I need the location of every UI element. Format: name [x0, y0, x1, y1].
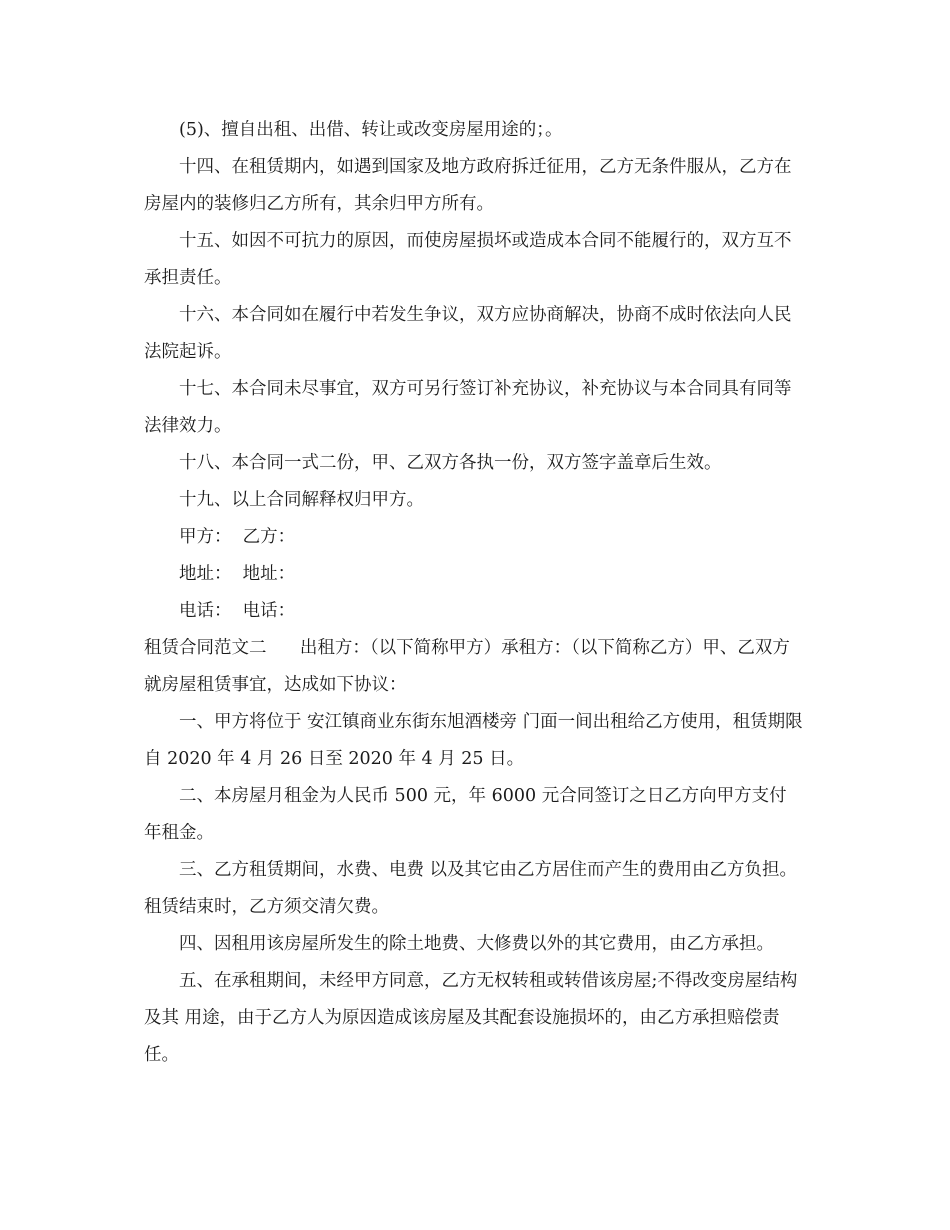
clause-19: 十九、以上合同解释权归甲方。 [179, 490, 424, 510]
clause-14: 十四、在租赁期内，如遇到国家及地方政府拆迁征用，乙方无条件服从，乙方在房屋内的装修归乙方所有，其余归甲方所有。 [144, 157, 792, 214]
signature-address-line: 地址： 地址： [179, 564, 296, 584]
contract-two-clause-1: 一、甲方将位于 安江镇商业东街东旭酒楼旁 门面一间出租给乙方使用，租赁期限 自 2020 年 4 月 26 日至 2020 年 4 月 25 日。 [144, 712, 809, 769]
clause-17: 十七、本合同未尽事宜，双方可另行签订补充协议，补充协议与本合同具有同等法律效力。 [144, 379, 792, 436]
signature-party-line: 甲方： 乙方： [179, 527, 296, 547]
contract-two-clause-5: 五、在承租期间，未经甲方同意，乙方无权转租或转借该房屋;不得改变房屋结构及其 用途，由于乙方人为原因造成该房屋及其配套设施损坏的，由乙方承担赔偿责任。 [144, 971, 798, 1065]
document-body [144, 112, 809, 1074]
clause-5-item: (5)、擅自出租、出借、转让或改变房屋用途的；。 [179, 120, 563, 140]
clause-16: 十六、本合同如在履行中若发生争议，双方应协商解决，协商不成时依法向人民法院起诉。 [144, 305, 792, 362]
clause-18: 十八、本合同一式二份，甲、乙双方各执一份，双方签字盖章后生效。 [179, 453, 722, 473]
contract-two-intro: 租赁合同范文二 出租方：（以下简称甲方）承租方：（以下简称乙方）甲、乙双方就房屋租赁事宜，达成如下协议： [144, 638, 790, 695]
contract-two-clause-2: 二、本房屋月租金为人民币 500 元，年 6000 元合同签订之日乙方向甲方支付年租金。 [144, 786, 787, 843]
contract-two-clause-3: 三、乙方租赁期间，水费、电费 以及其它由乙方居住而产生的费用由乙方负担。租赁结束时，乙方须交清欠费。 [144, 860, 798, 917]
clause-15: 十五、如因不可抗力的原因，而使房屋损坏或造成本合同不能履行的，双方互不承担责任。 [144, 231, 792, 288]
contract-two-clause-4: 四、因租用该房屋所发生的除土地费、大修费以外的其它费用，由乙方承担。 [179, 934, 774, 954]
signature-phone-line: 电话： 电话： [179, 601, 296, 621]
